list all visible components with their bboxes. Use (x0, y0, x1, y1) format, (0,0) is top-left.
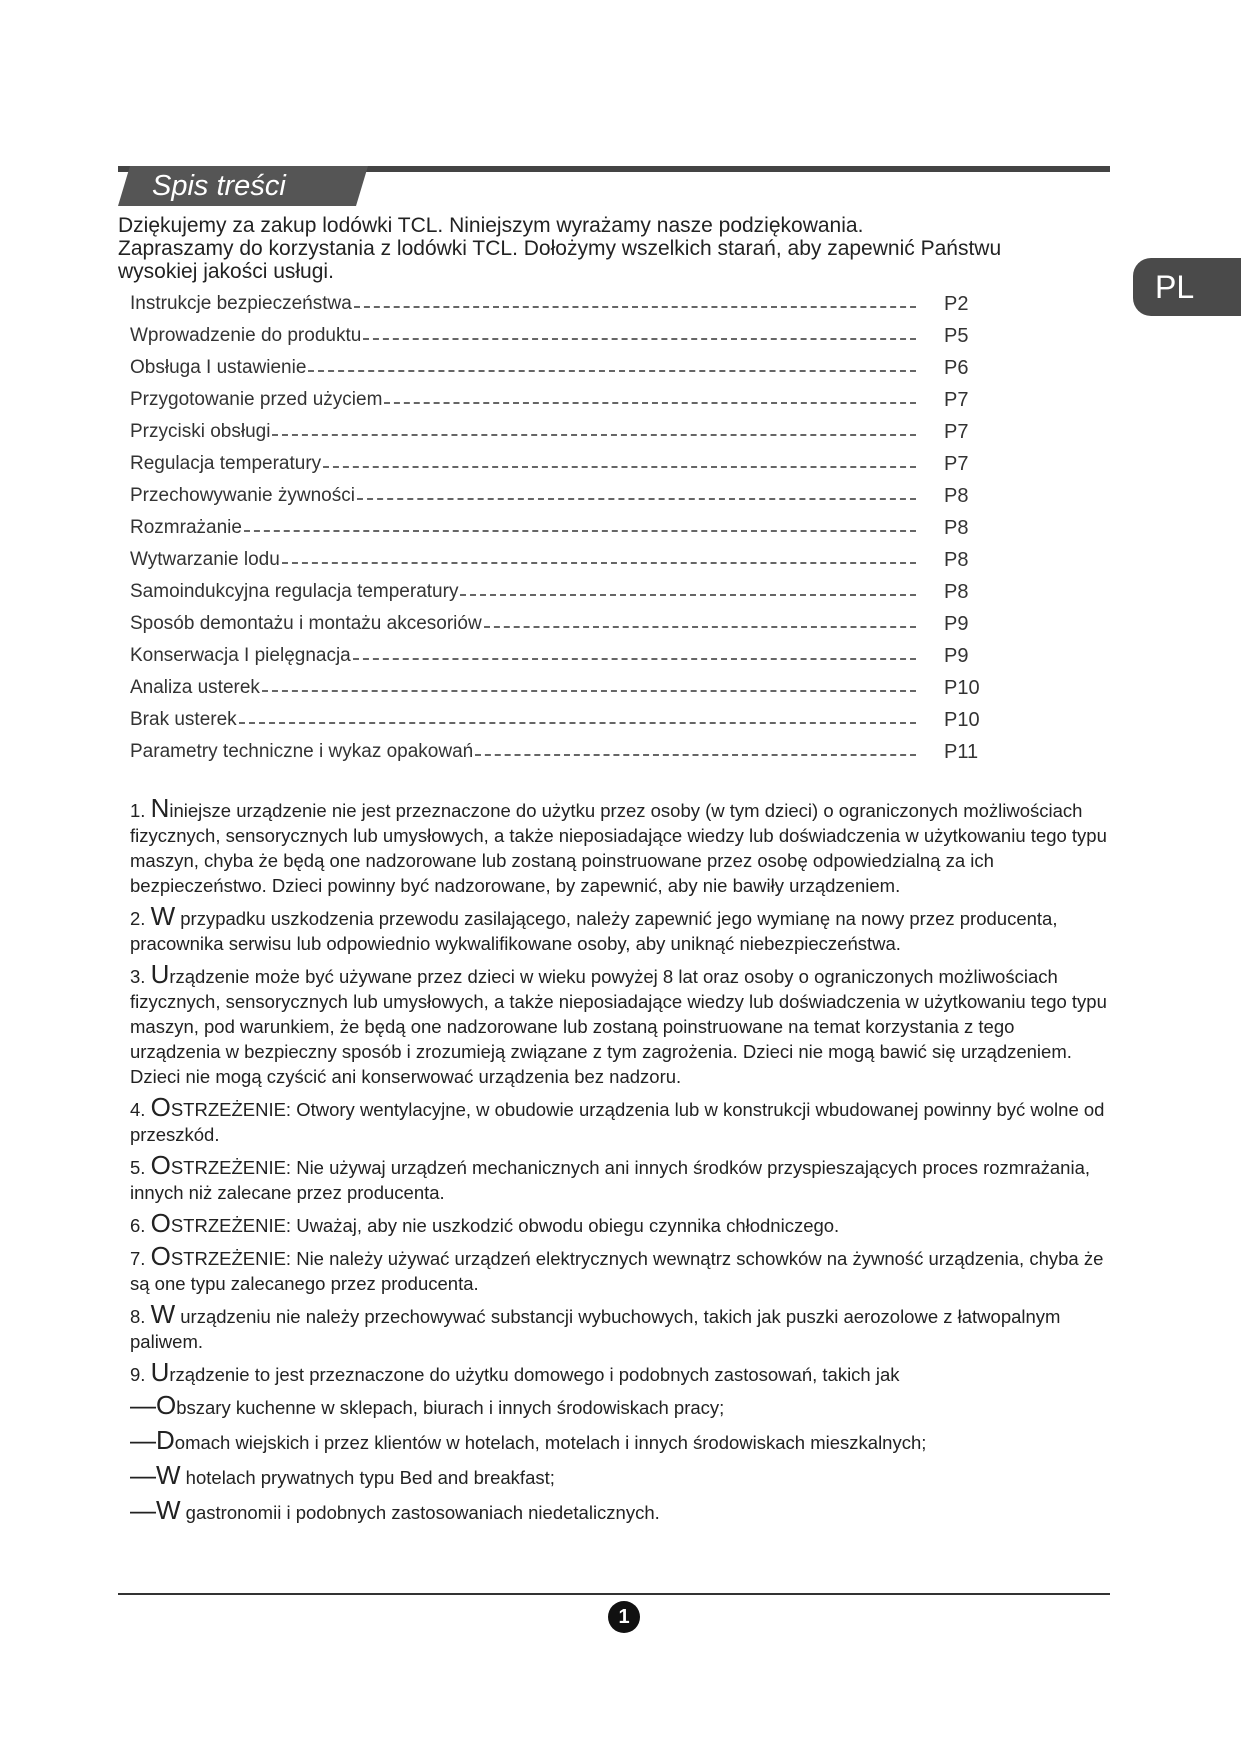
toc-label: Instrukcje bezpieczeństwa (130, 293, 352, 314)
item-initial: D (156, 1425, 175, 1455)
toc-leader (354, 306, 916, 308)
toc-entry[interactable] (130, 480, 990, 512)
toc-page: P8 (944, 580, 969, 603)
toc-entry[interactable] (130, 672, 990, 704)
item-initial: W (150, 901, 176, 931)
item-number: 6. (130, 1215, 146, 1236)
safety-item (130, 1299, 1110, 1354)
toc-page: P8 (944, 548, 969, 571)
toc-label: Parametry techniczne i wykaz opakowań (130, 741, 474, 762)
toc-leader (353, 658, 916, 660)
item-text: rządzenie to jest przeznaczone do użytku domowego i podobnych zastosowań, takich jak (169, 1364, 900, 1385)
toc-page: P7 (944, 388, 969, 411)
toc-entry[interactable] (130, 640, 990, 672)
intro-paragraph (118, 214, 1098, 283)
toc-entry[interactable] (130, 736, 990, 768)
toc-page: P7 (944, 452, 969, 475)
intro-line: Zapraszamy do korzystania z lodówki TCL. Dołożymy wszelkich starań, aby zapewnić Państwu (118, 237, 1002, 260)
bullet-item (130, 1425, 1110, 1455)
toc-label: Sposób demontażu i montażu akcesoriów (130, 613, 482, 634)
toc-label: Wprowadzenie do produktu (130, 325, 362, 346)
toc-page: P9 (944, 612, 969, 635)
toc-page: P8 (944, 484, 969, 507)
page-number: 1 (608, 1601, 640, 1633)
toc-page: P5 (944, 324, 969, 347)
toc-label: Brak usterek (130, 709, 237, 730)
dash-marker: — (130, 1460, 156, 1490)
bullet-item (130, 1495, 1110, 1525)
item-text: STRZEŻENIE: Otwory wentylacyjne, w obudowie urządzenia lub w konstrukcji wbudowanej powinny być wolne od przeszkód. (130, 1099, 1105, 1145)
toc-leader (357, 498, 916, 500)
item-number: 7. (130, 1248, 146, 1269)
item-initial: W (156, 1495, 181, 1525)
toc-label: Analiza usterek (130, 677, 260, 698)
item-text: iniejsze urządzenie nie jest przeznaczone do użytku przez osoby (w tym dzieci) o ograniczonych możliwościach fizycznych, sensorycznych lub umysłowych, a także nieposiadające wiedzy lub doświadczenia w użytkowaniu tego typu maszyn, chyba że będą one nadzorowane lub zostaną poinstruowane przez osobę odpowiedzialną za ich bezpieczeństwo. Dzieci powinny być nadzorowane, by zapewnić, aby nie bawiły urządzeniem. (130, 800, 1107, 896)
toc-label: Przygotowanie przed użyciem (130, 389, 383, 410)
toc-entry[interactable] (130, 448, 990, 480)
item-initial: W (150, 1299, 176, 1329)
table-of-contents (130, 288, 990, 768)
toc-label: Wytwarzanie lodu (130, 549, 280, 570)
toc-page: P10 (944, 676, 980, 699)
toc-label: Samoindukcyjna regulacja temperatury (130, 581, 459, 602)
item-initial: O (150, 1241, 171, 1271)
item-text: STRZEŻENIE: Uważaj, aby nie uszkodzić obwodu obiegu czynnika chłodniczego. (170, 1215, 840, 1236)
intro-line: Dziękujemy za zakup lodówki TCL. Niniejszym wyrażamy nasze podziękowania. (118, 214, 864, 237)
toc-leader (363, 338, 916, 340)
toc-page: P2 (944, 292, 969, 315)
toc-entry[interactable] (130, 384, 990, 416)
safety-item (130, 901, 1110, 956)
toc-entry[interactable] (130, 576, 990, 608)
toc-leader (475, 754, 916, 756)
item-number: 5. (130, 1157, 146, 1178)
bullet-item (130, 1460, 1110, 1490)
toc-label: Przyciski obsługi (130, 421, 271, 442)
safety-instructions (130, 793, 1110, 1533)
toc-label: Rozmrażanie (130, 517, 242, 538)
toc-label: Regulacja temperatury (130, 453, 322, 474)
toc-leader (460, 594, 916, 596)
toc-leader (384, 402, 916, 404)
item-initial: O (150, 1092, 171, 1122)
item-text: STRZEŻENIE: Nie używaj urządzeń mechanicznych ani innych środków przyspieszających proces rozmrażania, innych niż zalecane przez producenta. (130, 1157, 1091, 1203)
toc-leader (484, 626, 916, 628)
toc-entry[interactable] (130, 512, 990, 544)
item-initial: O (156, 1390, 177, 1420)
item-text: omach wiejskich i przez klientów w hotelach, motelach i innych środowiskach mieszkalnych; (174, 1432, 927, 1453)
toc-leader (323, 466, 916, 468)
toc-entry[interactable] (130, 544, 990, 576)
item-text: STRZEŻENIE: Nie należy używać urządzeń elektrycznych wewnątrz schowków na żywność urządzenia, chyba że są one typu zalecanego przez producenta. (130, 1248, 1104, 1294)
item-initial: U (150, 1357, 170, 1387)
toc-label: Obsługa I ustawienie (130, 357, 307, 378)
safety-item (130, 1092, 1110, 1147)
toc-entry[interactable] (130, 416, 990, 448)
safety-item (130, 793, 1110, 898)
toc-page: P7 (944, 420, 969, 443)
dash-marker: — (130, 1495, 156, 1525)
item-number: 4. (130, 1099, 146, 1120)
item-initial: U (150, 959, 170, 989)
safety-item (130, 1241, 1110, 1296)
toc-entry[interactable] (130, 704, 990, 736)
dash-marker: — (130, 1390, 156, 1420)
item-initial: O (150, 1208, 171, 1238)
item-number: 8. (130, 1306, 146, 1327)
dash-marker: — (130, 1425, 156, 1455)
toc-label: Przechowywanie żywności (130, 485, 355, 506)
toc-label: Konserwacja I pielęgnacja (130, 645, 351, 666)
item-number: 2. (130, 908, 146, 929)
item-text: hotelach prywatnych typu Bed and breakfast; (180, 1467, 555, 1488)
language-tab: PL (1133, 258, 1241, 316)
toc-leader (244, 530, 916, 532)
bullet-item (130, 1390, 1110, 1420)
toc-entry[interactable] (130, 288, 990, 320)
safety-item (130, 1357, 1110, 1387)
safety-item (130, 1150, 1110, 1205)
toc-page: P10 (944, 708, 980, 731)
item-number: 3. (130, 966, 146, 987)
safety-item (130, 959, 1110, 1089)
item-text: gastronomii i podobnych zastosowaniach niedetalicznych. (180, 1502, 660, 1523)
toc-entry[interactable] (130, 608, 990, 640)
page-title: Spis treści (152, 170, 286, 202)
item-number: 1. (130, 800, 146, 821)
item-text: bszary kuchenne w sklepach, biurach i innych środowiskach pracy; (176, 1397, 725, 1418)
item-text: urządzeniu nie należy przechowywać substancji wybuchowych, takich jak puszki aerozolowe z łatwopalnym paliwem. (130, 1306, 1061, 1352)
toc-page: P6 (944, 356, 969, 379)
toc-entry[interactable] (130, 352, 990, 384)
item-text: rządzenie może być używane przez dzieci w wieku powyżej 8 lat oraz osoby o ograniczonych możliwościach fizycznych, sensorycznych lub umysłowych, a także nieposiadające wiedzy lub doświadczenia w użytkowaniu tego typu maszyn, pod warunkiem, że będą one nadzorowane lub zostaną poinstruowane na temat korzystania z tego urządzenia w bezpieczny sposób i zrozumieją związane z tym zagrożenia. Dzieci nie mogą bawić się urządzeniem. Dzieci nie mogą czyścić ani konserwować urządzenia bez nadzoru. (130, 966, 1107, 1087)
toc-leader (262, 690, 916, 692)
toc-leader (282, 562, 916, 564)
intro-line: wysokiej jakości usługi. (118, 260, 334, 283)
toc-leader (272, 434, 916, 436)
item-initial: O (150, 1150, 171, 1180)
toc-page: P8 (944, 516, 969, 539)
toc-leader (308, 370, 916, 372)
item-number: 9. (130, 1364, 146, 1385)
footer-rule (118, 1593, 1110, 1595)
item-text: przypadku uszkodzenia przewodu zasilającego, należy zapewnić jego wymianę na nowy przez producenta, pracownika serwisu lub odpowiednio wykwalifikowane osoby, aby uniknąć niebezpieczeństwa. (130, 908, 1058, 954)
toc-leader (239, 722, 916, 724)
item-initial: W (156, 1460, 181, 1490)
safety-item (130, 1208, 1110, 1238)
toc-entry[interactable] (130, 320, 990, 352)
item-initial: N (150, 793, 170, 823)
toc-page: P9 (944, 644, 969, 667)
toc-page: P11 (944, 740, 979, 763)
